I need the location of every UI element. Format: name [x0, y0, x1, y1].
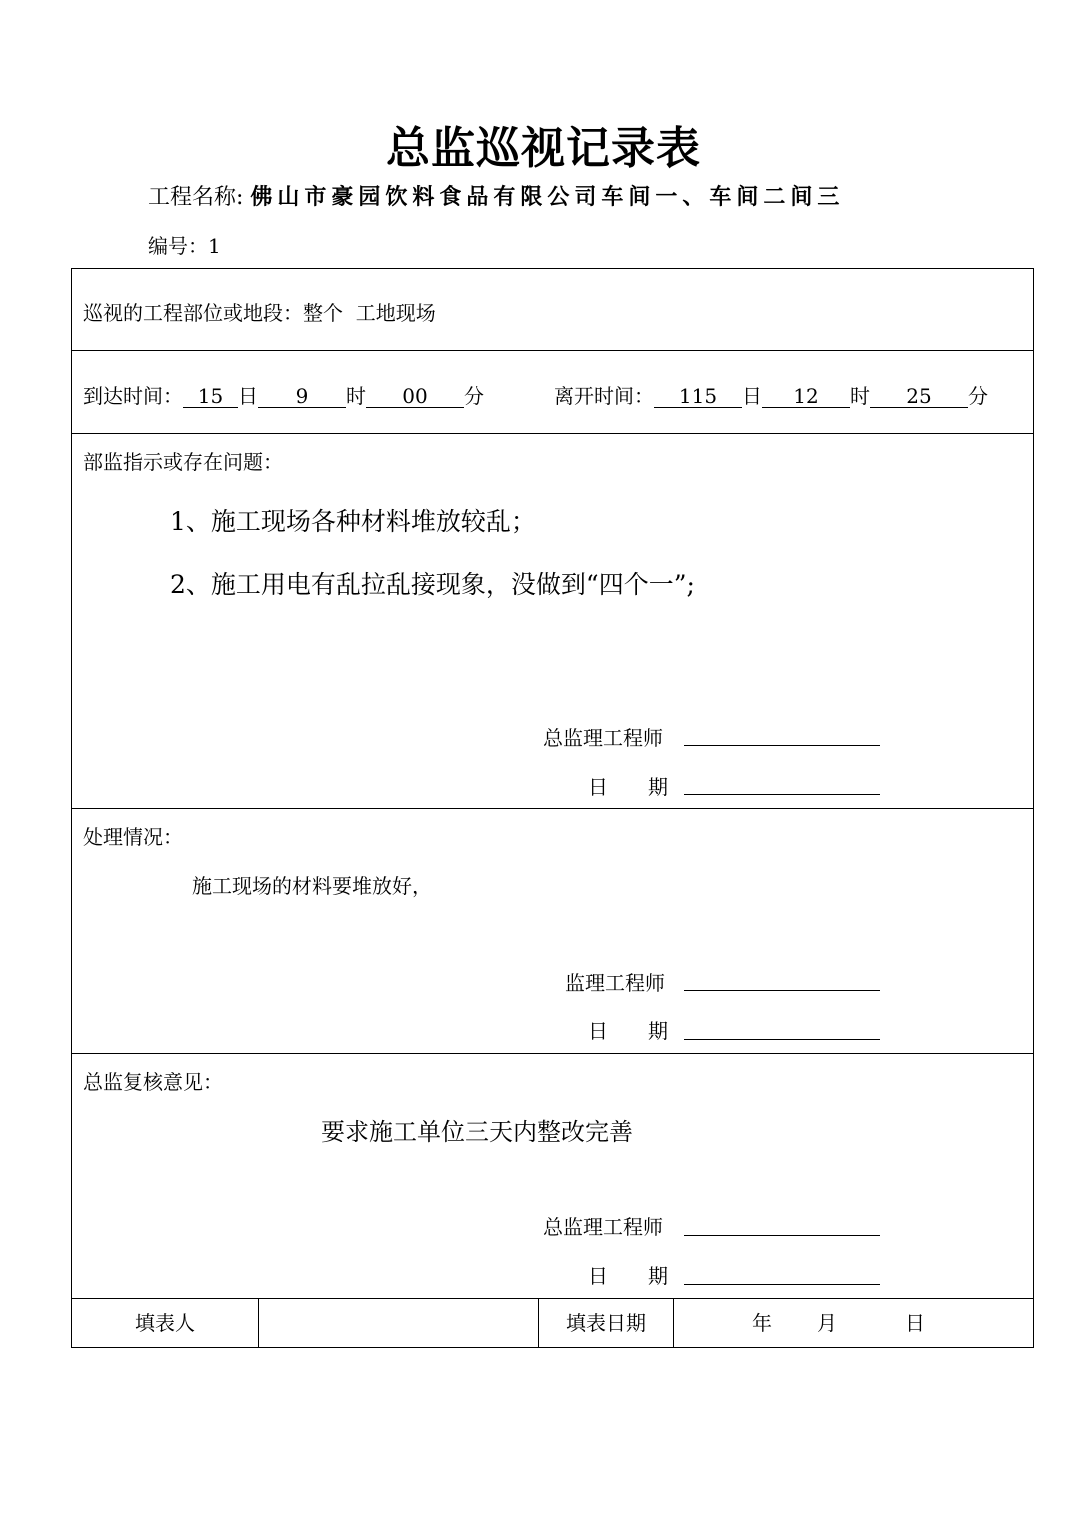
hour-unit: 时	[346, 384, 366, 408]
table-border-left	[71, 268, 72, 1348]
signature-line	[684, 745, 880, 746]
review-label: 总监复核意见：	[83, 1070, 223, 1094]
signature-line	[684, 1235, 880, 1236]
table-border-top	[71, 268, 1034, 269]
document-title: 总监巡视记录表	[386, 123, 701, 174]
date-label: 日 期	[588, 1264, 668, 1288]
fill-date-label: 填表日期	[566, 1311, 646, 1335]
instructions-label: 部监指示或存在问题：	[83, 450, 283, 474]
chief-engineer-signature-label: 总监理工程师	[543, 1215, 663, 1239]
engineer-signature-label: 监理工程师	[565, 971, 665, 995]
project-value: 佛山市豪园饮料食品有限公司车间一、车间二间三	[250, 184, 845, 210]
day-label: 日	[905, 1311, 925, 1335]
inspection-location	[83, 297, 436, 326]
instruction-item-2: 2、施工用电有乱拉乱接现象，没做到“四个一”;	[170, 570, 695, 599]
leave-label: 离开时间：	[554, 384, 654, 408]
arrive-minute-value: 00	[366, 385, 464, 408]
number-value: 1	[208, 234, 221, 258]
arrive-label: 到达时间：	[83, 384, 183, 408]
leave-day-value: 115	[654, 385, 742, 408]
row-divider	[71, 350, 1034, 351]
minute-unit: 分	[968, 384, 988, 408]
arrive-day-value: 15	[183, 385, 238, 408]
row-divider	[71, 808, 1034, 809]
year-label: 年	[752, 1311, 772, 1335]
handling-content: 施工现场的材料要堆放好，	[192, 874, 432, 898]
filler-label: 填表人	[135, 1311, 195, 1335]
location-label: 巡视的工程部位或地段：	[83, 301, 303, 325]
date-line	[684, 794, 880, 795]
arrive-hour-value: 9	[258, 385, 346, 408]
departure-time	[554, 380, 988, 409]
location-value: 整个 工地现场	[303, 301, 436, 325]
signature-line	[684, 990, 880, 991]
record-number	[148, 230, 221, 259]
month-label: 月	[817, 1311, 837, 1335]
row-divider	[71, 433, 1034, 434]
day-unit: 日	[238, 384, 258, 408]
date-line	[684, 1284, 880, 1285]
review-content: 要求施工单位三天内整改完善	[321, 1118, 633, 1146]
arrival-time	[83, 380, 484, 409]
date-line	[684, 1039, 880, 1040]
chief-engineer-signature-label: 总监理工程师	[543, 726, 663, 750]
filler-value	[259, 1299, 538, 1347]
hour-unit: 时	[850, 384, 870, 408]
project-label: 工程名称:	[148, 185, 251, 210]
number-label: 编号：	[148, 234, 208, 258]
day-unit: 日	[742, 384, 762, 408]
footer-divider	[673, 1298, 674, 1347]
leave-minute-value: 25	[870, 385, 968, 408]
date-label: 日 期	[588, 1019, 668, 1043]
minute-unit: 分	[464, 384, 484, 408]
date-label: 日 期	[588, 775, 668, 799]
table-border-right	[1033, 268, 1034, 1348]
table-border-bottom	[71, 1347, 1034, 1348]
row-divider	[71, 1053, 1034, 1054]
project-name	[148, 180, 844, 211]
leave-hour-value: 12	[762, 385, 850, 408]
instruction-item-1: 1、施工现场各种材料堆放较乱；	[170, 507, 536, 536]
handling-label: 处理情况：	[83, 825, 183, 849]
